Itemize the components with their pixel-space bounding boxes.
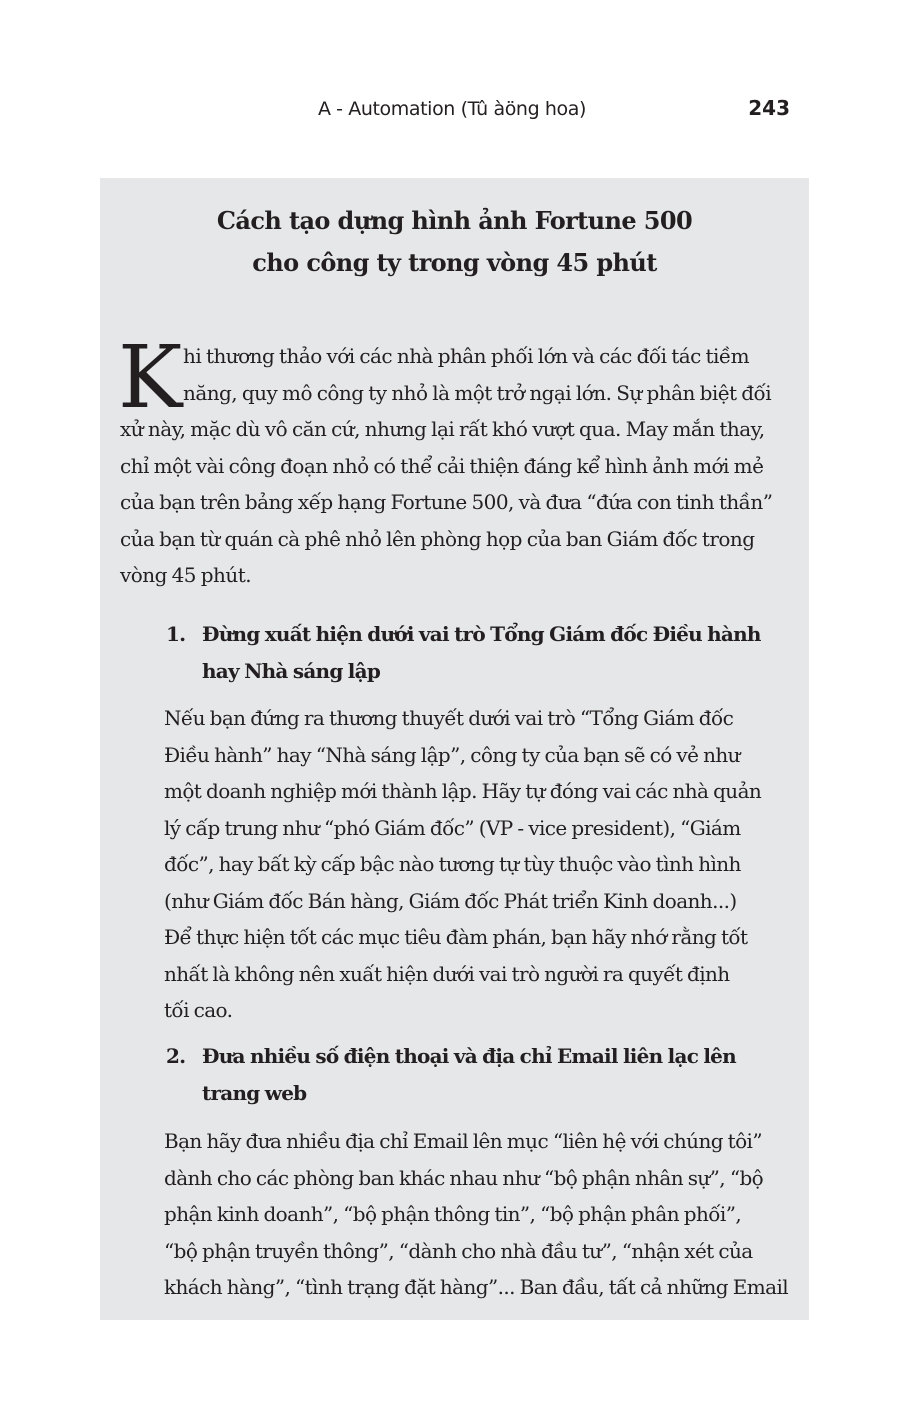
section-heading-1	[166, 616, 796, 690]
body-line: lý cấp trung như “phó Giám đốc” (VP - vice president), “Giám	[164, 815, 741, 840]
running-header	[100, 96, 808, 126]
section-number: 2.	[166, 1044, 186, 1068]
body-line: Để thực hiện tốt các mục tiêu đàm phán, bạn hãy nhớ rằng tốt	[164, 925, 748, 949]
intro-line: năng, quy mô công ty nhỏ là một trở ngại lớn. Sự phân biệt đối	[183, 380, 772, 405]
intro-line: của bạn từ quán cà phê nhỏ lên phòng họp của ban Giám đốc trong	[120, 526, 755, 551]
body-line: (như Giám đốc Bán hàng, Giám đốc Phát triển Kinh doanh...)	[164, 888, 737, 913]
drop-cap: K	[118, 328, 182, 428]
section-heading-line: Đừng xuất hiện dưới vai trò Tổng Giám đốc Điều hành	[202, 622, 761, 646]
section-heading-line: trang web	[202, 1081, 307, 1105]
intro-paragraph	[118, 328, 790, 594]
box-title-line: Cách tạo dựng hình ảnh Fortune 500	[216, 206, 693, 235]
body-line: Điều hành” hay “Nhà sáng lập”, công ty của bạn sẽ có vẻ như	[164, 742, 740, 767]
intro-line: của bạn trên bảng xếp hạng Fortune 500, và đưa “đứa con tinh thần”	[120, 490, 773, 514]
body-line: tối cao.	[164, 998, 233, 1022]
body-line: phận kinh doanh”, “bộ phận thông tin”, “bộ phận phân phối”,	[164, 1202, 742, 1226]
body-line: Nếu bạn đứng ra thương thuyết dưới vai trò “Tổng Giám đốc	[164, 706, 734, 730]
body-line: nhất là không nên xuất hiện dưới vai trò người ra quyết định	[164, 961, 730, 986]
body-line: một doanh nghiệp mới thành lập. Hãy tự đóng vai các nhà quản	[164, 779, 762, 803]
intro-line: xử này, mặc dù vô căn cứ, nhưng lại rất khó vượt qua. May mắn thay,	[120, 417, 765, 441]
box-title-line: cho công ty trong vòng 45 phút	[252, 248, 657, 277]
intro-line: vòng 45 phút.	[120, 563, 251, 587]
box-title	[100, 200, 809, 284]
body-line: dành cho các phòng ban khác nhau như “bộ phận nhân sự”, “bộ	[164, 1165, 764, 1190]
section-body-1	[164, 700, 794, 1029]
body-line: Bạn hãy đưa nhiều địa chỉ Email lên mục “liên hệ với chúng tôi”	[164, 1129, 762, 1153]
page-number: 243	[748, 96, 790, 120]
body-line: khách hàng”, “tình trạng đặt hàng”... Ban đầu, tất cả những Email	[164, 1275, 789, 1299]
running-title: A - Automation (Tû àöng hoa)	[317, 98, 586, 120]
section-heading-line: Đưa nhiều số điện thoại và địa chỉ Email liên lạc lên	[202, 1044, 736, 1068]
sidebar-box	[100, 178, 809, 1320]
section-number: 1.	[166, 622, 186, 646]
body-line: đốc”, hay bất kỳ cấp bậc nào tương tự tùy thuộc vào tình hình	[164, 852, 741, 876]
section-body-2	[164, 1123, 794, 1306]
body-line: “bộ phận truyền thông”, “dành cho nhà đầu tư”, “nhận xét của	[164, 1238, 753, 1263]
section-heading-2	[166, 1038, 796, 1112]
intro-line: chỉ một vài công đoạn nhỏ có thể cải thiện đáng kể hình ảnh mới mẻ	[120, 453, 764, 478]
section-heading-line: hay Nhà sáng lập	[202, 659, 381, 683]
intro-line: hi thương thảo với các nhà phân phối lớn và các đối tác tiềm	[183, 344, 750, 368]
